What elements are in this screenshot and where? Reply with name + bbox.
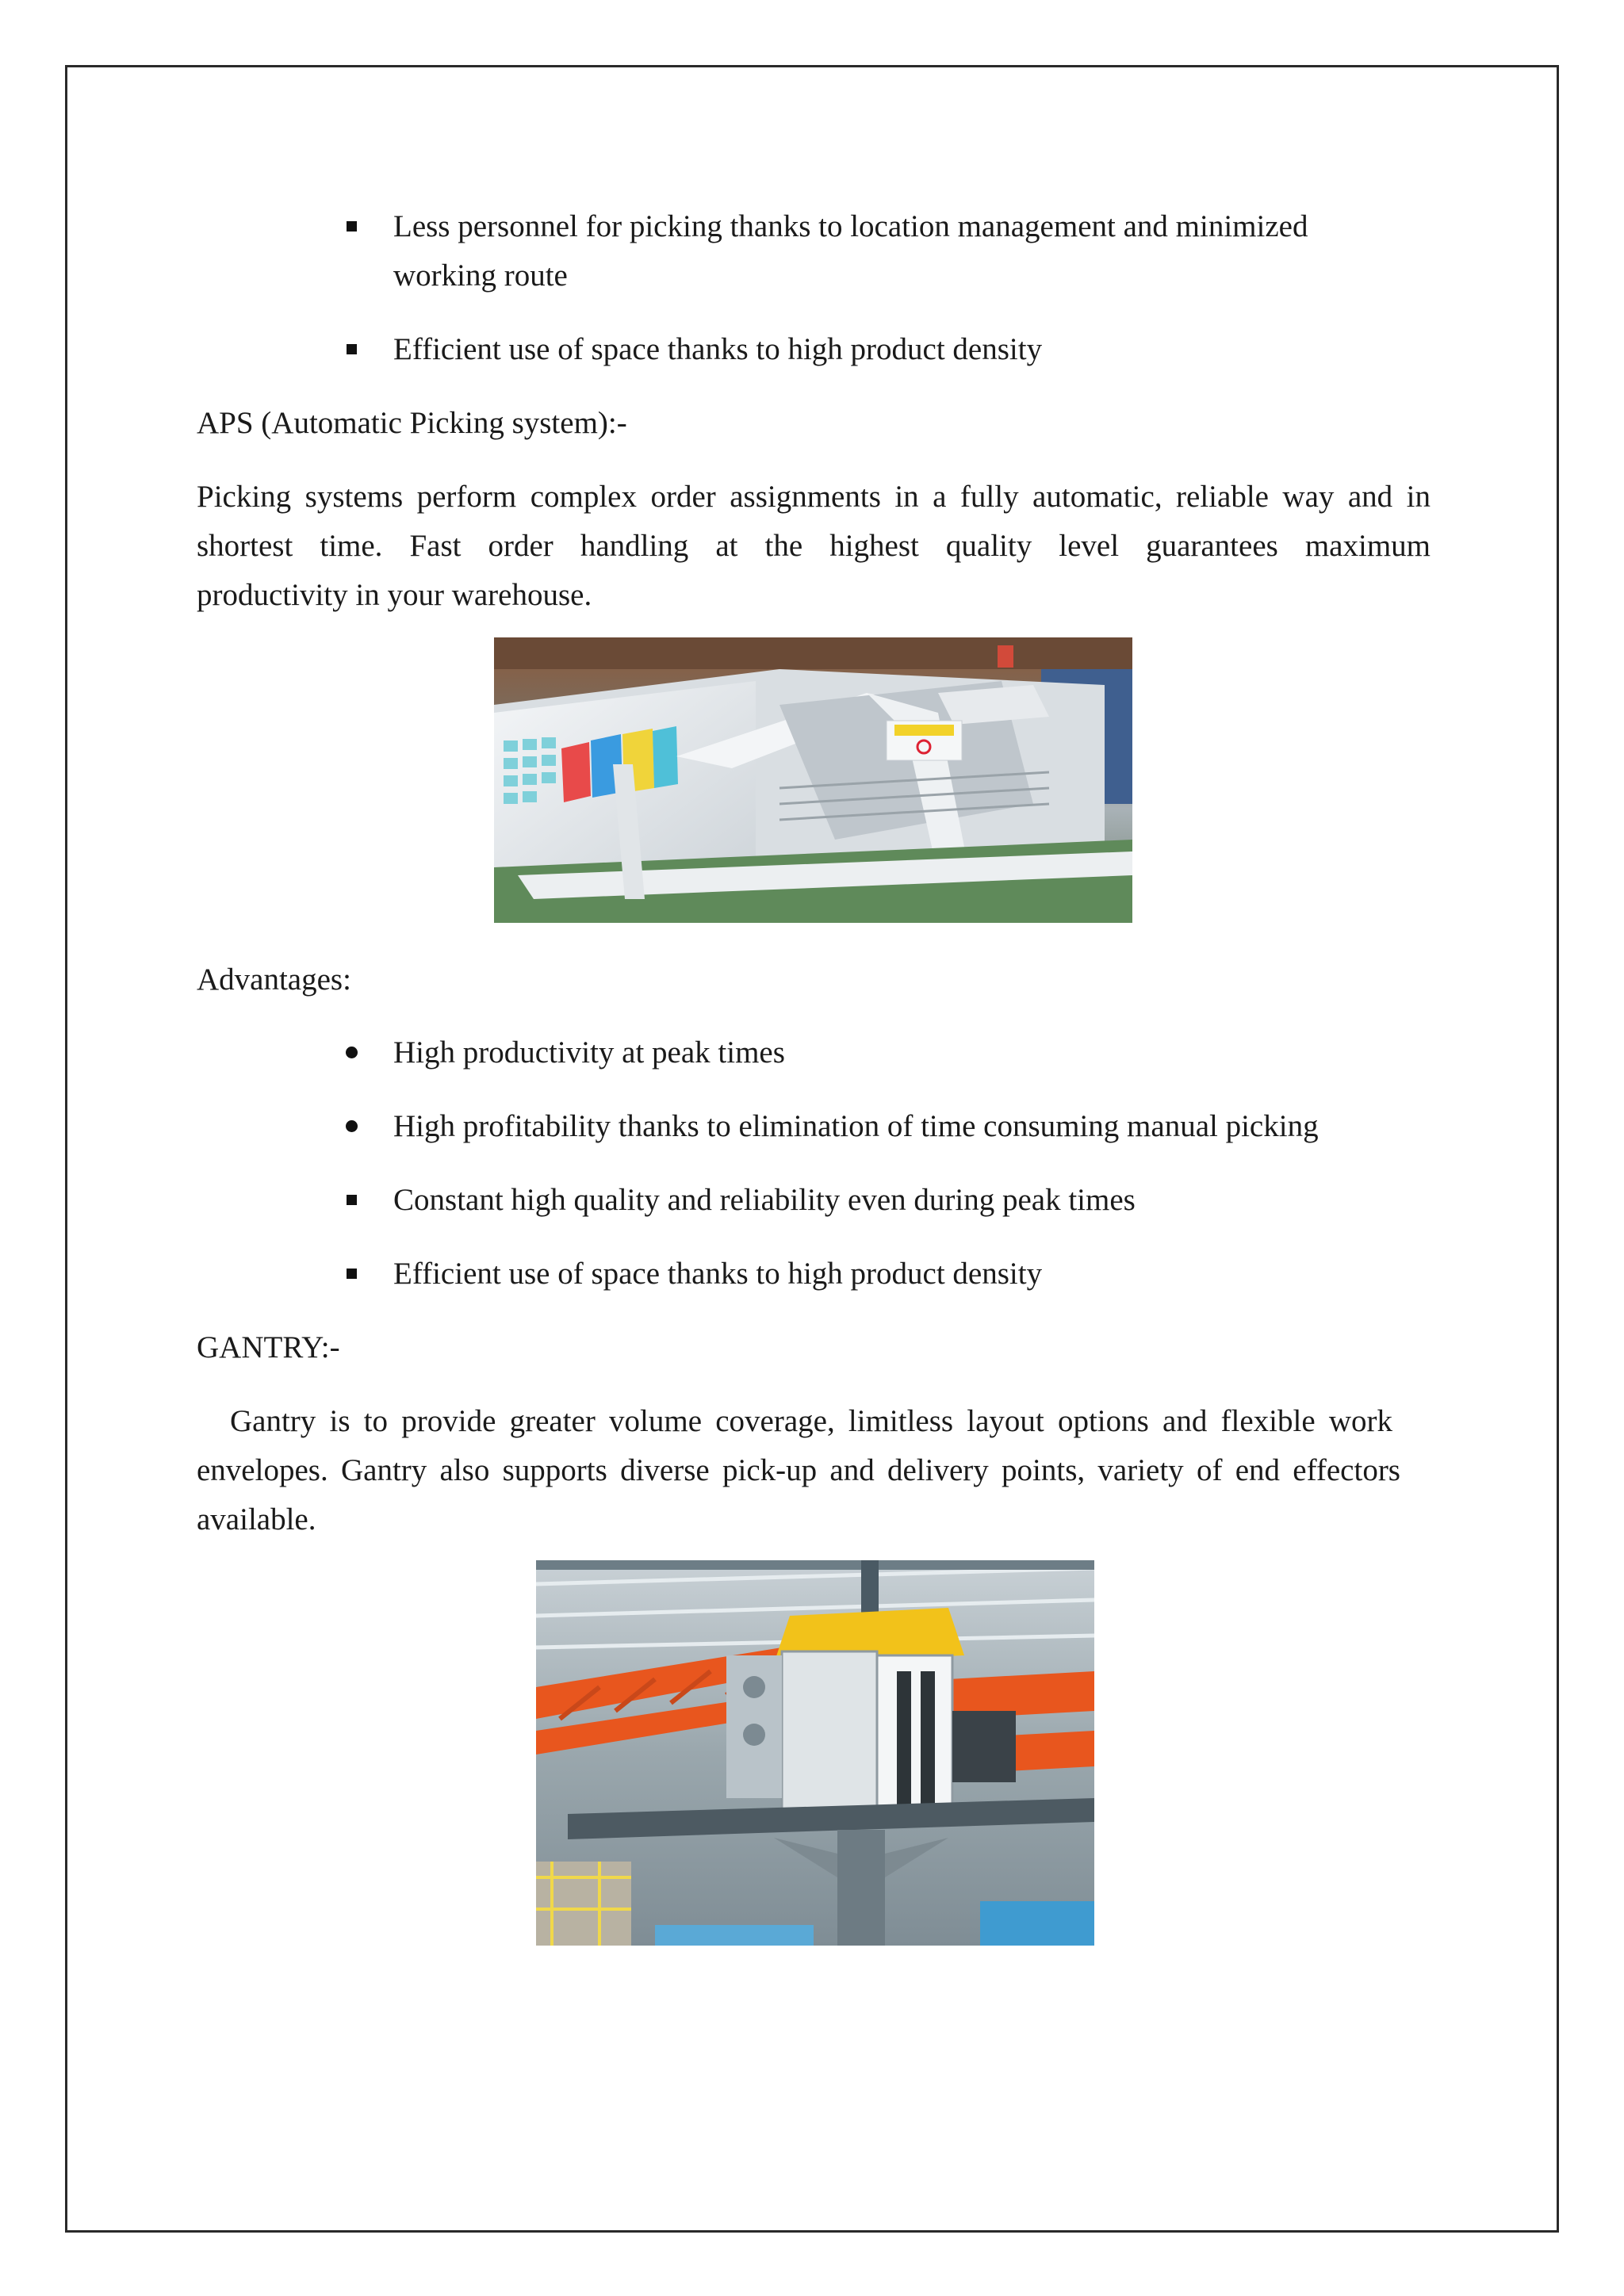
gantry-heading: GANTRY:- xyxy=(197,1330,340,1364)
advantage-item: Constant high quality and reliability even during peak times xyxy=(393,1183,1136,1217)
gantry-paragraph-line: available. xyxy=(197,1502,316,1536)
advantages-heading: Advantages: xyxy=(197,962,351,997)
advantage-item: High profitability thanks to elimination of time consuming manual picking xyxy=(393,1109,1319,1143)
aps-paragraph-line: shortest time. Fast order handling at the highest quality level guarantees maximum xyxy=(197,529,1431,563)
advantage-item: High productivity at peak times xyxy=(393,1035,785,1070)
aps-heading: APS (Automatic Picking system):- xyxy=(197,406,627,440)
square-bullet-icon xyxy=(347,1269,357,1279)
aps-paragraph-line: productivity in your warehouse. xyxy=(197,578,592,612)
gantry-paragraph-line: envelopes. Gantry also supports diverse pick-up and delivery points, variety of end effectors xyxy=(197,1453,1400,1487)
dot-bullet-icon xyxy=(346,1120,358,1132)
advantage-item: Efficient use of space thanks to high product density xyxy=(393,1257,1043,1291)
square-bullet-icon xyxy=(347,344,357,354)
gantry-robot-photo xyxy=(536,1560,1094,1946)
aps-machine-photo xyxy=(494,637,1132,923)
gantry-paragraph-line: Gantry is to provide greater volume coverage, limitless layout options and flexible work xyxy=(230,1404,1392,1438)
square-bullet-icon xyxy=(347,221,357,232)
dot-bullet-icon xyxy=(346,1047,358,1058)
aps-paragraph-line: Picking systems perform complex order assignments in a fully automatic, reliable way and in xyxy=(197,480,1431,514)
bullet-text: Less personnel for picking thanks to location management and minimized xyxy=(393,209,1308,243)
bullet-text-continuation: working route xyxy=(393,258,568,293)
square-bullet-icon xyxy=(347,1195,357,1205)
bullet-text: Efficient use of space thanks to high product density xyxy=(393,332,1043,366)
